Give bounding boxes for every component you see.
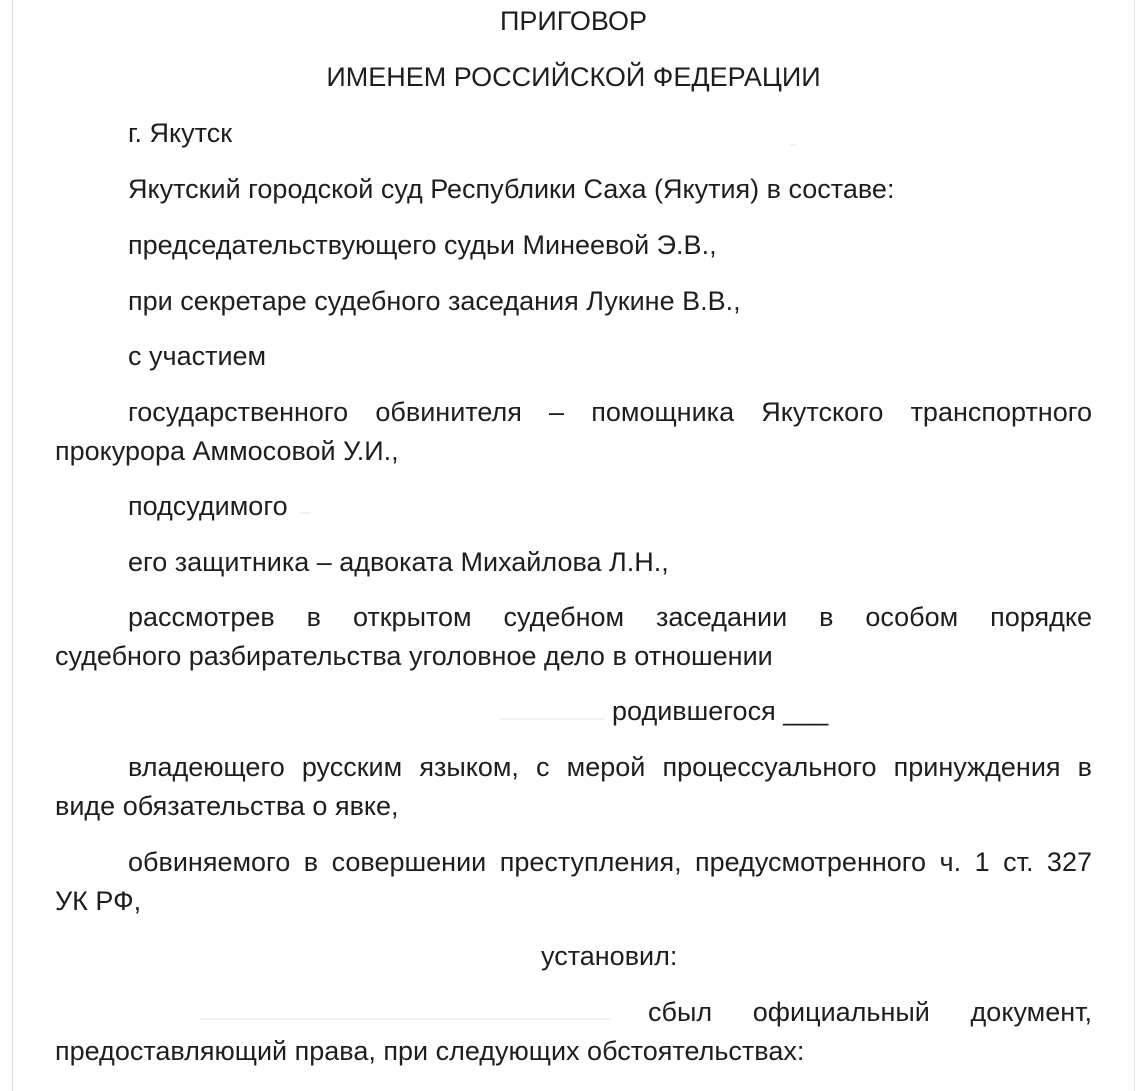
city-line: г. Якутск: [128, 118, 233, 148]
document-heading: ПРИГОВОР: [499, 6, 648, 36]
redaction-trace: [300, 512, 310, 514]
final-line-2: предоставляющий права, при следующих обстоятельствах:: [55, 1036, 805, 1066]
defender-line: его защитника – адвоката Михайлова Л.Н.,: [128, 547, 669, 577]
redaction-trace: [200, 1018, 610, 1020]
charge-line-2: УК РФ,: [55, 886, 142, 916]
page-right-edge: [1134, 0, 1135, 1091]
language-line-1: владеющего русским языком, с мерой процессуального принуждения в: [128, 752, 1092, 782]
born-line: родившегося ___: [612, 696, 829, 726]
redaction-trace: [790, 144, 796, 146]
language-line-2: виде обязательства о явке,: [55, 791, 399, 821]
charge-line-1: обвиняемого в совершении преступления, предусмотренного ч. 1 ст. 327: [128, 847, 1092, 877]
review-line-2: судебного разбирательства уголовное дело в отношении: [55, 641, 773, 671]
secretary-line: при секретаре судебного заседания Лукине В.В.,: [128, 286, 741, 316]
court-line: Якутский городской суд Республики Саха (Якутия) в составе:: [128, 174, 895, 204]
document-subheading: ИМЕНЕМ РОССИЙСКОЙ ФЕДЕРАЦИИ: [326, 62, 821, 92]
defendant-line: подсудимого: [128, 491, 288, 521]
judge-line: председательствующего судьи Минеевой Э.В.,: [128, 230, 717, 260]
participation-line: с участием: [128, 341, 267, 371]
page-left-edge: [12, 0, 13, 1091]
established-line: установил:: [541, 941, 678, 971]
prosecutor-line-1: государственного обвинителя – помощника Якутского транспортного: [128, 397, 1092, 427]
review-line-1: рассмотрев в открытом судебном заседании в особом порядке: [128, 602, 1092, 632]
prosecutor-line-2: прокурора Аммосовой У.И.,: [55, 436, 399, 466]
redaction-trace: [500, 718, 605, 720]
final-line-1: сбыл официальный документ,: [648, 997, 1092, 1027]
